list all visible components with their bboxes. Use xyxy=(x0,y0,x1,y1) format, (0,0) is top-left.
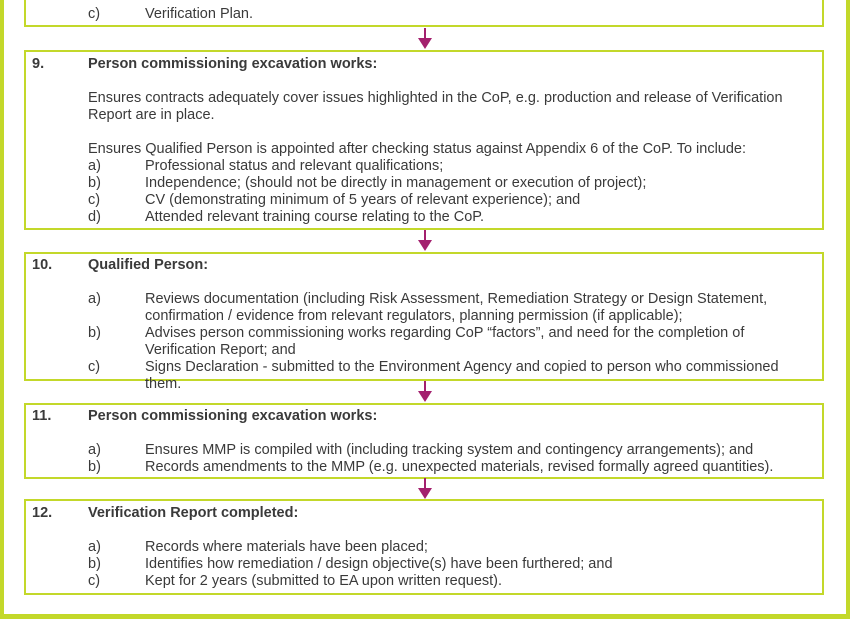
list-text: Reviews documentation (including Risk Assessment, Remediation Strategy or Design Statement, confirmation / evidence from relevant regulators, planning permission (if applicable); xyxy=(145,291,768,324)
step-number: 11. xyxy=(32,408,52,424)
step-title: Person commissioning excavation works: xyxy=(88,408,378,424)
list-label: c) xyxy=(88,573,101,589)
step-number: 10. xyxy=(32,257,53,273)
list-label: a) xyxy=(88,291,101,307)
list-text: Identifies how remediation / design objective(s) have been furthered; and xyxy=(145,556,613,572)
step-title: Qualified Person: xyxy=(88,257,209,273)
down-arrow-icon xyxy=(418,478,432,500)
list-label: b) xyxy=(88,175,101,191)
list-label: c) xyxy=(88,192,101,208)
list-text: Records where materials have been placed; xyxy=(145,539,428,555)
step-number: 9. xyxy=(32,56,45,72)
list-text: CV (demonstrating minimum of 5 years of relevant experience); and xyxy=(145,192,581,208)
step-12-box xyxy=(24,499,824,595)
list-label: c) xyxy=(88,6,101,22)
list-text: Attended relevant training course relating to the CoP. xyxy=(145,209,485,225)
list-label: a) xyxy=(88,442,101,458)
down-arrow-icon xyxy=(418,381,432,403)
step-title: Person commissioning excavation works: xyxy=(88,56,378,72)
list-text: Professional status and relevant qualifications; xyxy=(145,158,444,174)
step-11-box xyxy=(24,403,824,479)
list-text: Verification Plan. xyxy=(145,6,254,22)
list-label: a) xyxy=(88,539,101,555)
step-number: 12. xyxy=(32,505,53,521)
paragraph: Ensures Qualified Person is appointed after checking status against Appendix 6 of the CoP. To include: xyxy=(88,141,747,157)
list-label: d) xyxy=(88,209,101,225)
list-label: c) xyxy=(88,359,101,375)
down-arrow-icon xyxy=(418,28,432,50)
list-text: Records amendments to the MMP (e.g. unexpected materials, revised formally agreed quantities). xyxy=(145,459,774,475)
step-10-box xyxy=(24,252,824,392)
step-title: Verification Report completed: xyxy=(88,505,299,521)
list-text: Kept for 2 years (submitted to EA upon written request). xyxy=(145,573,503,589)
down-arrow-icon xyxy=(418,230,432,252)
list-text: Independence; (should not be directly in management or execution of project); xyxy=(145,175,647,191)
list-text: Advises person commissioning works regarding CoP “factors”, and need for the completion of Verification Report; and xyxy=(145,325,745,358)
paragraph: Ensures contracts adequately cover issues highlighted in the CoP, e.g. production and release of Verification Report are in place. xyxy=(88,90,783,123)
list-label: b) xyxy=(88,556,101,572)
list-text: Signs Declaration - submitted to the Environment Agency and copied to person who commissioned them. xyxy=(145,359,779,392)
step-9-box xyxy=(24,50,824,230)
step-8-box xyxy=(24,0,824,27)
document-page xyxy=(4,0,846,614)
list-label: a) xyxy=(88,158,101,174)
list-text: Ensures MMP is compiled with (including tracking system and contingency arrangements); and xyxy=(145,442,754,458)
list-label: b) xyxy=(88,325,101,341)
list-label: b) xyxy=(88,459,101,475)
